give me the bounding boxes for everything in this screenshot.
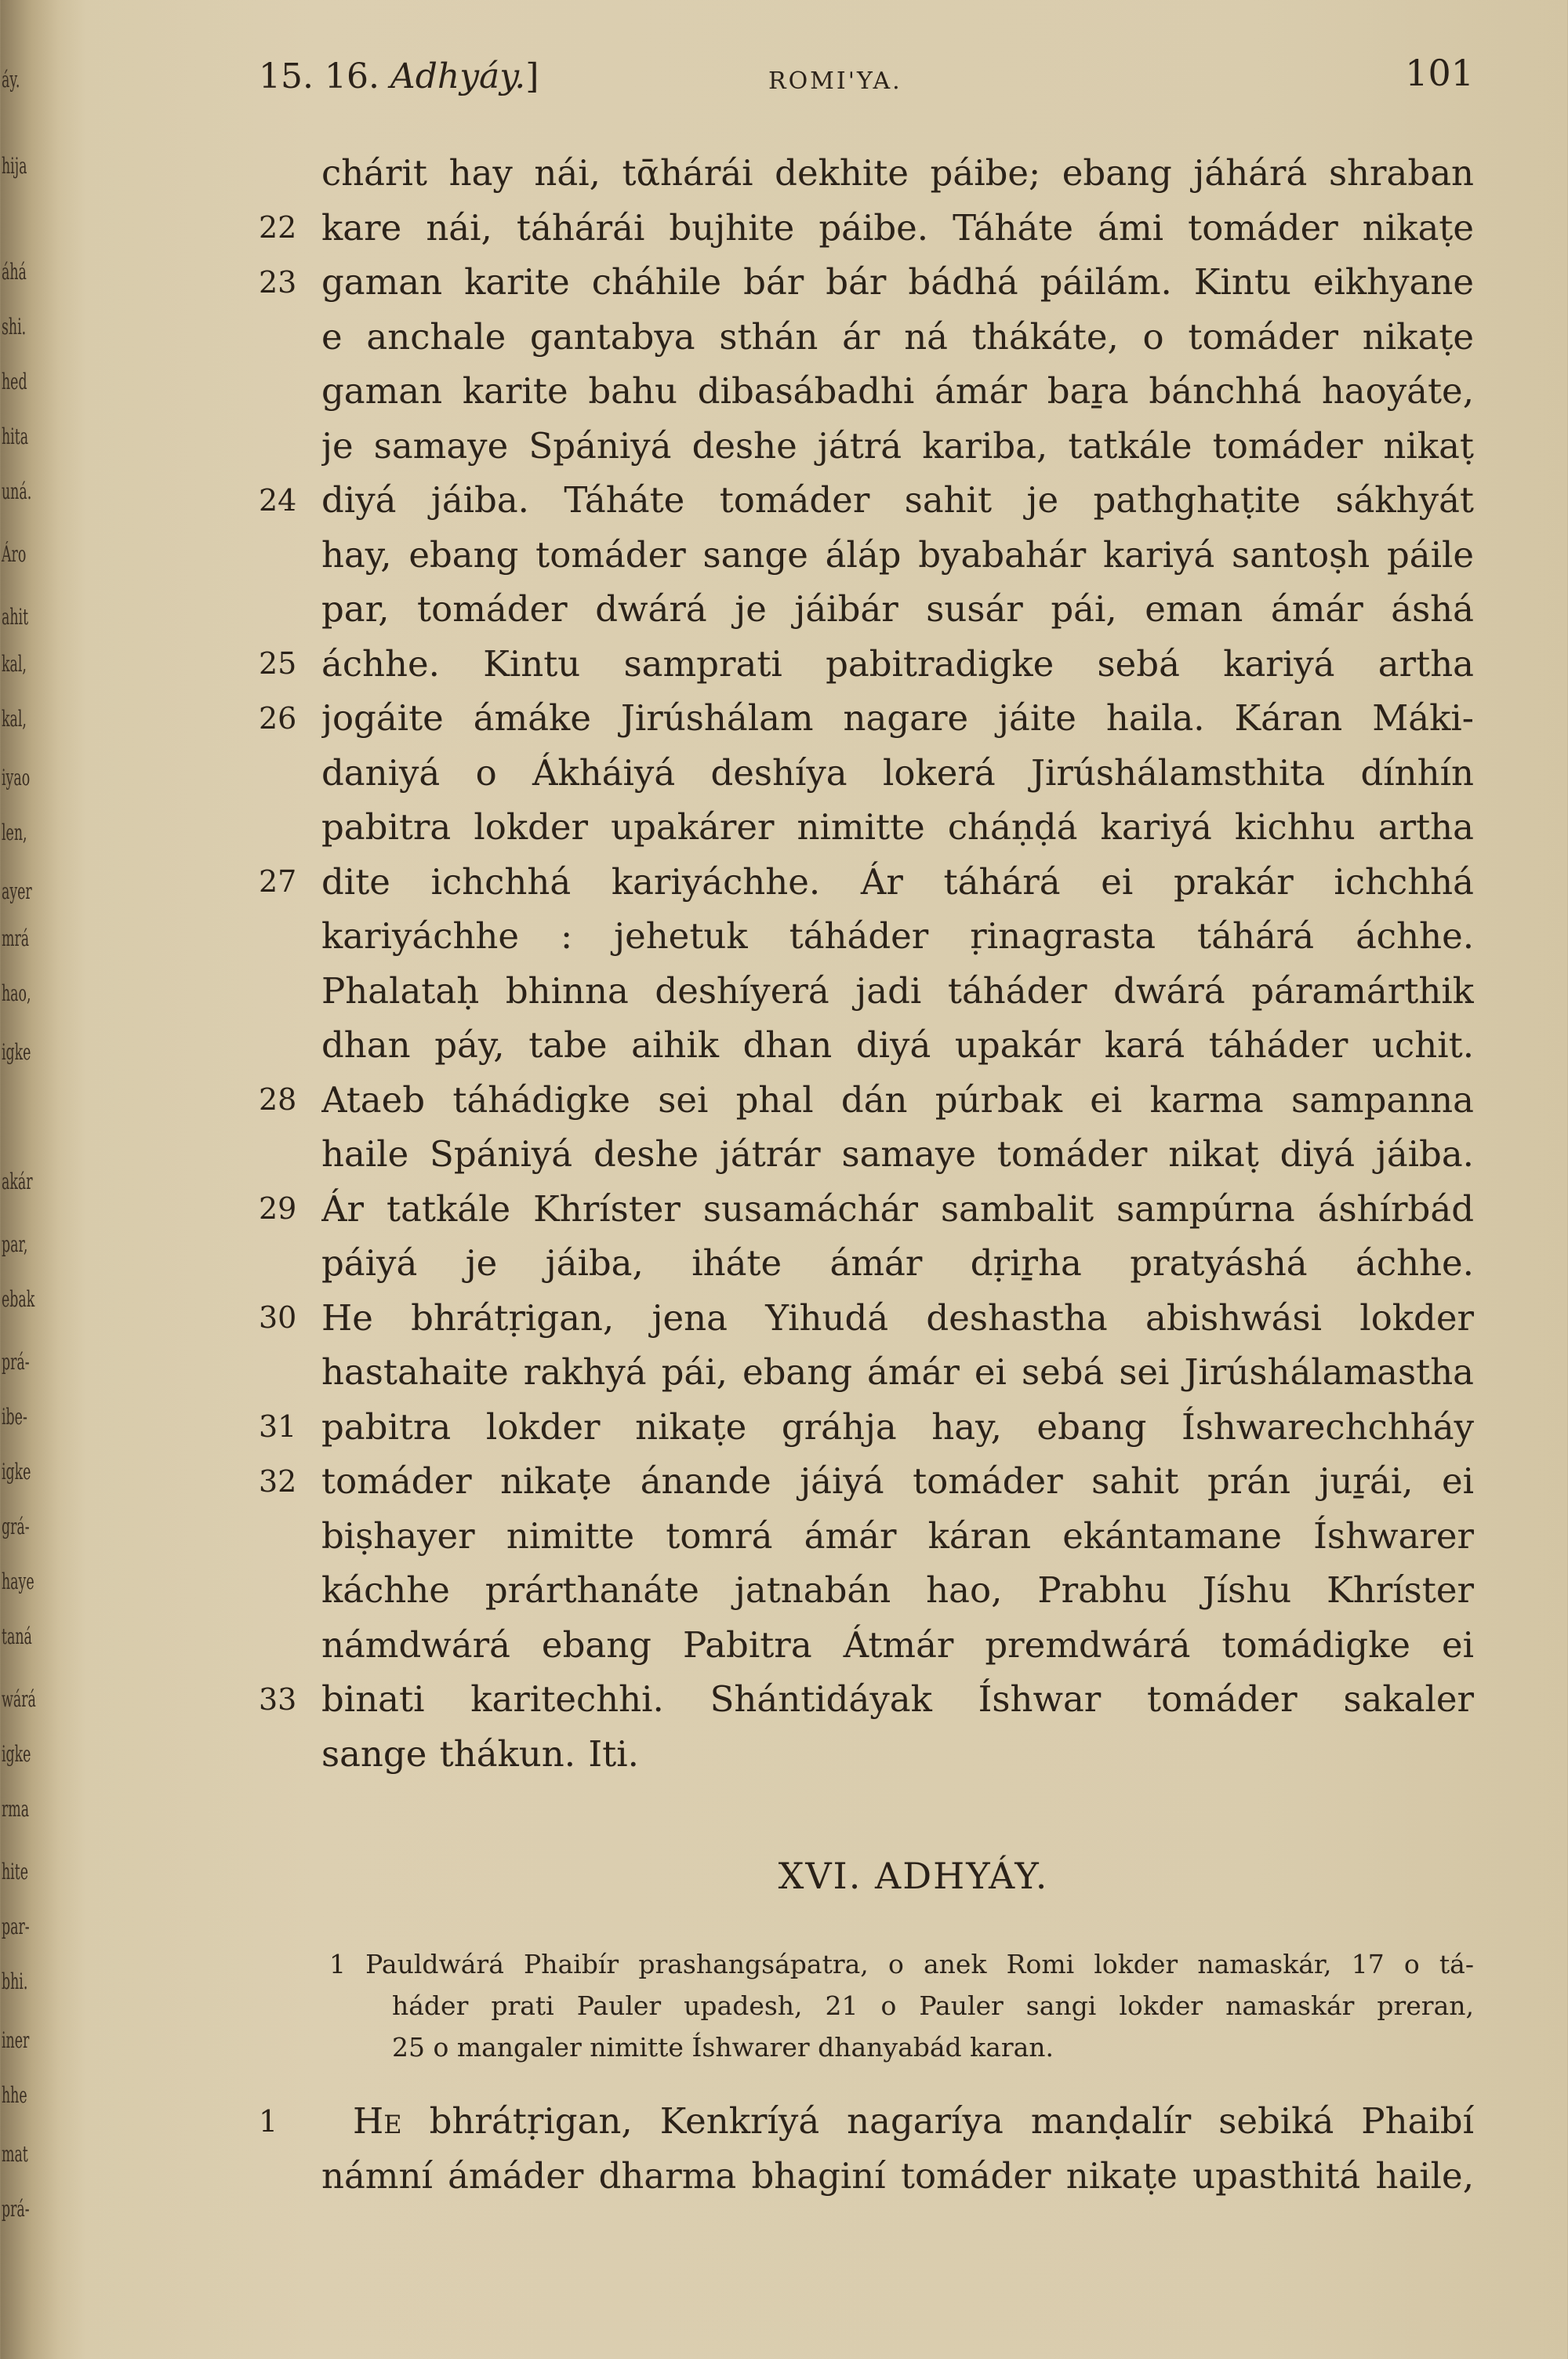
line-text: je samaye Spániyá deshe játrá kariba, tatkále tomáder nikaṭ	[321, 424, 1474, 467]
summary-line: 25 o mangaler nimitte Íshwarer dhanyabád karan.	[392, 2032, 1054, 2063]
verse-1	[251, 2094, 1474, 2203]
text-line	[251, 1236, 1474, 1291]
verse-number: 1	[259, 2103, 278, 2139]
verse-initial: He	[353, 2100, 402, 2143]
facing-page-fragment: hed	[2, 369, 27, 394]
facing-page-fragment: grá-	[2, 1514, 30, 1539]
text-line	[251, 691, 1474, 746]
running-head-chapter: 15. 16. Adhyáy.]	[259, 56, 539, 96]
line-text: páiyá je jáiba, iháte ámár dṛiṟha pratyáshá áchhe.	[321, 1242, 1474, 1285]
text-line	[251, 582, 1474, 637]
text-line	[251, 528, 1474, 583]
text-line	[251, 1018, 1474, 1073]
line-text: tomáder nikaṭe ánande jáiyá tomáder sahit prán juṟái, ei	[321, 1460, 1474, 1503]
text-line: námní ámáder dharma bhaginí tomáder nikaṭe upasthitá haile,	[321, 2154, 1474, 2197]
facing-page-fragment: kal,	[2, 651, 27, 677]
text-line	[251, 909, 1474, 964]
facing-page-fragment: igke	[2, 1459, 31, 1485]
line-text: diyá jáiba. Táháte tomáder sahit je pathghaṭite sákhyát	[321, 479, 1474, 522]
text-line	[251, 1345, 1474, 1400]
facing-page-fragment: igke	[2, 1741, 31, 1767]
line-text: áchhe. Kintu samprati pabitradigke sebá kariyá artha	[321, 642, 1474, 685]
text-line	[251, 364, 1474, 419]
line-text: hastahaite rakhyá pái, ebang ámár ei sebá sei Jirúshálamastha	[321, 1351, 1474, 1394]
text-line	[251, 746, 1474, 801]
facing-page-fragment: ayer	[2, 878, 32, 904]
line-text: sange thákun. Iti.	[321, 1732, 639, 1775]
facing-page-fragment: shi.	[2, 314, 27, 340]
facing-page-fragment: par-	[2, 1914, 30, 1939]
text-line	[251, 310, 1474, 365]
line-text: kare nái, táhárái bujhite páibe. Táháte ámi tomáder nikaṭe	[321, 206, 1474, 249]
text-line	[251, 1563, 1474, 1618]
text-line	[251, 1127, 1474, 1182]
text-line	[251, 1291, 1474, 1346]
facing-page-fragment: áy.	[2, 67, 20, 93]
line-text: par, tomáder dwárá je jáibár susár pái, eman ámár áshá	[321, 588, 1474, 631]
line-text: pabitra lokder nikaṭe gráhja hay, ebang Íshwarechchháy	[321, 1405, 1474, 1448]
line-text: haile Spániyá deshe játrár samaye tomáder nikaṭ diyá jáiba.	[321, 1133, 1474, 1176]
facing-page-fragment: Áro	[2, 541, 27, 567]
facing-page-fragment: prá-	[2, 1349, 30, 1375]
facing-page-fragment: wárá	[2, 1686, 36, 1712]
facing-page-fragment: iyao	[2, 765, 31, 791]
text-line	[251, 964, 1474, 1019]
facing-page-fragment: mat	[2, 2141, 28, 2167]
running-head-title: ROMI'YA.	[768, 67, 902, 95]
text-line	[251, 1672, 1474, 1727]
text-line	[251, 800, 1474, 855]
facing-page-fragment: hao,	[2, 980, 31, 1006]
line-text: jogáite ámáke Jirúshálam nagare jáite haila. Káran Máki-	[321, 697, 1474, 740]
facing-page-fragment: ibe-	[2, 1404, 27, 1430]
text-line	[251, 855, 1474, 910]
text-line	[251, 1400, 1474, 1455]
line-text: Ataeb táhádigke sei phal dán púrbak ei karma sampanna	[321, 1078, 1474, 1121]
line-text: biṣhayer nimitte tomrá ámár káran ekántamane Íshwarer	[321, 1514, 1474, 1557]
text-line: 1 He bhrátṛigan, Kenkríyá nagaríya manḍalír sebiká Phaibí	[251, 2094, 1474, 2149]
line-text: binati karitechhi. Shántidáyak Íshwar tomáder sakaler	[321, 1678, 1474, 1721]
facing-page-fragment: len,	[2, 820, 27, 845]
facing-page-fragment: iner	[2, 2027, 30, 2053]
line-text: Ár tatkále Khríster susamáchár sambalit sampúrna áshírbád	[321, 1187, 1474, 1230]
text-line	[251, 146, 1474, 201]
text-line	[251, 255, 1474, 310]
verse-number: 24	[259, 482, 297, 518]
line-text: kariyáchhe : jehetuk táháder ṛinagrasta táhárá áchhe.	[321, 915, 1474, 958]
verse-number: 33	[259, 1681, 297, 1717]
line-text: e anchale gantabya sthán ár ná thákáte, o tomáder nikaṭe	[321, 315, 1474, 358]
facing-page-fragment: igke	[2, 1039, 31, 1065]
text-line	[251, 1727, 1474, 1782]
verse-number: 28	[259, 1082, 297, 1118]
text-line	[251, 1454, 1474, 1509]
verse-number: 23	[259, 264, 297, 300]
facing-page-fragment: akár	[2, 1169, 33, 1194]
line-text: chárit hay nái, tᾱhárái dekhite páibe; ebang jáhárá shraban	[321, 152, 1474, 194]
verse-number: 29	[259, 1191, 297, 1227]
verse-number: 30	[259, 1300, 297, 1336]
line-text: gaman karite bahu dibasábadhi ámár baṟa bánchhá haoyáte,	[321, 370, 1474, 413]
facing-page-fragment: rma	[2, 1796, 30, 1822]
body-text	[251, 146, 1474, 1781]
line-text: káchhe prárthanáte jatnabán hao, Prabhu Jíshu Khríster	[321, 1569, 1474, 1612]
facing-page-fragment: prá-	[2, 2196, 30, 2222]
verse-number: 32	[259, 1463, 297, 1499]
verse-number: 27	[259, 864, 297, 900]
line-text: pabitra lokder upakárer nimitte cháṇḍá kariyá kichhu artha	[321, 806, 1474, 849]
line-text: hay, ebang tomáder sange áláp byabahár kariyá santoṣh páile	[321, 533, 1474, 576]
facing-page-fragment: hhe	[2, 2082, 27, 2108]
verse-number: 25	[259, 646, 297, 682]
chapter-summary	[329, 1943, 1474, 2068]
line-text: dite ichchhá kariyáchhe. Ár táhárá ei prakár ichchhá	[321, 860, 1474, 903]
text-line	[251, 201, 1474, 256]
facing-page-fragment: hija	[2, 153, 27, 179]
line-text: námdwárá ebang Pabitra Átmár premdwárá tomádigke ei	[321, 1623, 1474, 1666]
line-text: Phalataḥ bhinna deshíyerá jadi táháder dwárá páramárthik	[321, 969, 1474, 1012]
facing-page-fragment: bhi.	[2, 1968, 28, 1994]
text-line	[251, 473, 1474, 528]
line-text: He bhrátṛigan, jena Yihudá deshastha abishwási lokder	[321, 1296, 1474, 1339]
facing-page-fragment: hite	[2, 1859, 28, 1885]
text-line	[251, 1509, 1474, 1564]
text-line	[251, 637, 1474, 692]
verse-number: 26	[259, 700, 297, 736]
facing-page-fragment: ebak	[2, 1286, 35, 1312]
page-number: 101	[1405, 52, 1474, 94]
verse-number: 31	[259, 1409, 297, 1445]
facing-page-fragment: par,	[2, 1231, 28, 1257]
summary-line: háder prati Pauler upadesh, 21 o Pauler sangi lokder namaskár preran,	[392, 1990, 1474, 2021]
facing-page-margin	[0, 0, 56, 2359]
chapter-heading: XVI. ADHYÁY.	[778, 1855, 1049, 1897]
facing-page-fragment: taná	[2, 1623, 32, 1649]
facing-page-fragment: áhá	[2, 259, 27, 285]
facing-page-fragment: ahit	[2, 604, 29, 630]
text-line	[251, 419, 1474, 474]
facing-page-fragment: mrá	[2, 925, 30, 951]
line-text: gaman karite cháhile bár bár bádhá páilám. Kintu eikhyane	[321, 261, 1474, 304]
facing-page-fragment: uná.	[2, 478, 32, 504]
text-line	[251, 1073, 1474, 1128]
text-line	[251, 1182, 1474, 1237]
line-text: dhan páy, tabe aihik dhan diyá upakár kará táháder uchit.	[321, 1024, 1474, 1067]
facing-page-fragment: kal,	[2, 706, 27, 732]
facing-page-fragment: haye	[2, 1568, 34, 1594]
facing-page-fragment: hita	[2, 423, 29, 449]
summary-line: 1 Pauldwárá Phaibír prashangsápatra, o anek Romi lokder namaskár, 17 o tá-	[329, 1949, 1474, 1979]
text-line	[251, 1618, 1474, 1673]
line-text: daniyá o Ákháiyá deshíya lokerá Jirúshálamsthita dínhín	[321, 751, 1474, 794]
verse-number: 22	[259, 210, 297, 245]
